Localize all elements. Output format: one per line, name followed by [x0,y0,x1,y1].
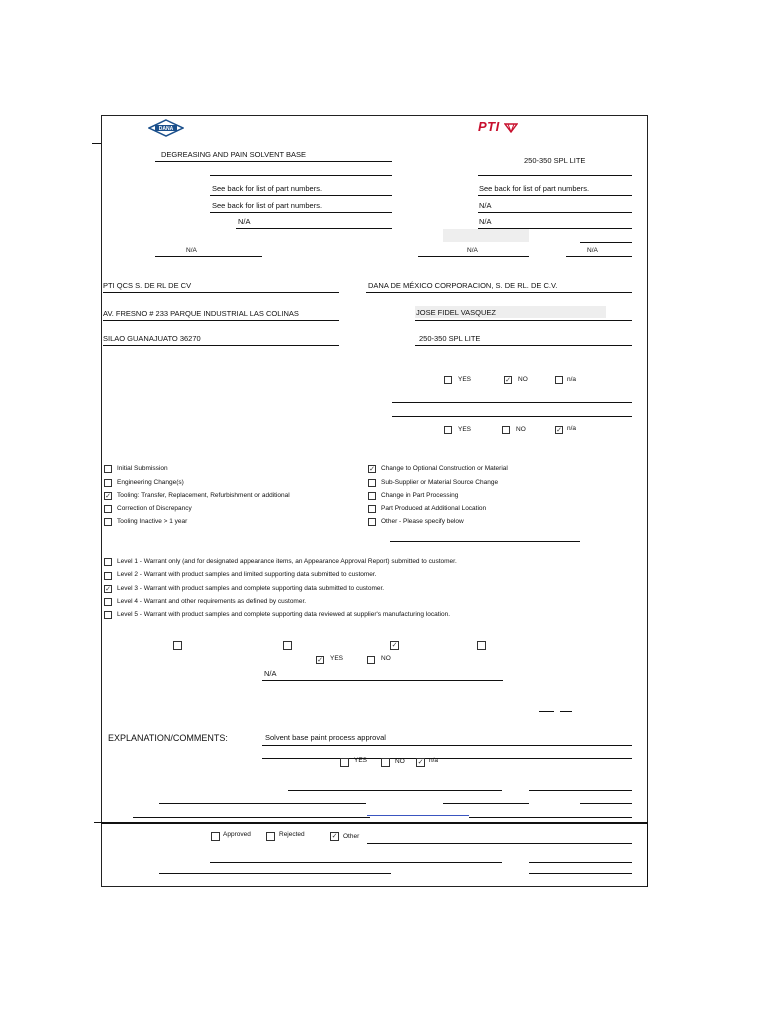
dana-logo [148,119,184,137]
reason-location-checkbox[interactable] [368,505,376,513]
result-check-4[interactable] [477,641,486,650]
level-1-checkbox[interactable] [104,558,112,566]
level-4-checkbox[interactable] [104,598,112,606]
customer-application: 250-350 SPL LITE [419,334,481,343]
sig-line-4[interactable] [443,803,529,804]
psw-form [101,115,648,887]
q-line-2[interactable] [392,416,632,417]
q2-yes-label: YES [458,426,472,433]
q2-no-label: NO [516,426,526,433]
level-2-label: Level 2 - Warrant with product samples and limited supporting data submitted to customer. [117,571,377,578]
other-checkbox[interactable]: ✓ [331,833,338,840]
part-name-line[interactable] [155,161,392,162]
other-line[interactable] [367,843,632,844]
q1-yes-checkbox[interactable] [444,376,452,384]
na-value-1: N/A [479,201,492,210]
na-line-1[interactable] [478,212,632,213]
customer-part-line[interactable] [478,175,632,176]
dash-1 [539,711,554,712]
supplier-address-line[interactable] [103,320,339,321]
explanation-label: EXPLANATION/COMMENTS: [108,733,228,743]
customer-buyer: JOSE FIDEL VASQUEZ [416,308,497,317]
result-check-2[interactable] [283,641,292,650]
na-line-2[interactable] [236,228,392,229]
sig-line-3[interactable] [159,803,366,804]
result-yes-checkbox[interactable]: ✓ [317,657,323,664]
q1-na-checkbox[interactable] [555,376,563,384]
na-small-2: N/A [467,247,478,254]
q-line-1[interactable] [392,402,632,403]
approved-checkbox[interactable] [211,832,220,841]
result-no-label: NO [381,655,391,662]
results-na-value: N/A [264,669,277,678]
customer-name-line[interactable] [366,292,632,293]
reason-processing-label: Change in Part Processing [381,492,459,499]
explanation-line-2[interactable] [262,758,632,759]
see-back-1: See back for list of part numbers. [212,184,323,193]
level-5-checkbox[interactable] [104,611,112,619]
q2-na-label: n/a [567,425,577,432]
blank-line-1[interactable] [210,175,392,176]
q1-no-checkbox[interactable]: ✓ [505,377,511,384]
q1-yes-label: YES [458,376,472,383]
reason-location-label: Part Produced at Additional Location [381,505,487,512]
pti-diamond-icon [504,123,518,133]
buyer-line[interactable] [415,320,632,321]
na-small-1: N/A [186,247,197,254]
result-check-1[interactable] [173,641,182,650]
supplier-name: PTI QCS S. DE RL DE CV [103,281,192,290]
reason-engineering-checkbox[interactable] [104,479,112,487]
rejected-checkbox[interactable] [266,832,275,841]
comment-yes-label: YES [354,757,368,764]
svg-text:DANA: DANA [158,126,174,132]
other-label: Other [343,833,360,840]
disp-line-3[interactable] [159,873,391,874]
see-back-2-line[interactable] [210,212,392,213]
comment-yes-checkbox[interactable] [340,758,349,767]
q1-no-label: NO [518,376,528,383]
level-1-label: Level 1 - Warrant only (and for designated appearance items, an Appearance Approval Report) submitted to customer. [117,558,457,565]
result-check-3[interactable]: ✓ [391,642,398,649]
reason-tooling-checkbox[interactable]: ✓ [105,493,111,500]
na-value-3: N/A [479,217,492,226]
approved-label: Approved [223,831,251,838]
disposition-left-border [94,822,102,823]
supplier-city: SILAO GUANAJUATO 36270 [103,334,201,343]
reason-correction-checkbox[interactable] [104,505,112,513]
shaded-field [443,229,529,242]
q2-no-checkbox[interactable] [502,426,510,434]
customer-name: DANA DE MÉXICO CORPORACION, S. DE RL. DE C.V. [368,281,558,290]
short-line-right[interactable] [580,242,632,243]
level-3-label: Level 3 - Warrant with product samples and complete supporting data submitted to customer. [117,585,385,592]
reason-inactive-label: Tooling Inactive > 1 year [117,518,188,525]
rejected-label: Rejected [279,831,305,838]
reason-correction-label: Correction of Discrepancy [117,505,192,512]
pti-logo-text: PTI [478,119,500,134]
disp-line-2[interactable] [529,862,632,863]
pti-logo [478,119,518,134]
email-link-line[interactable] [367,815,469,816]
comment-no-checkbox[interactable] [381,758,390,767]
na-value-2: N/A [238,217,251,226]
other-specify-line[interactable] [390,541,580,542]
reason-processing-checkbox[interactable] [368,492,376,500]
sig-line-7[interactable] [469,817,632,818]
see-back-1-line[interactable] [210,195,392,196]
reason-engineering-label: Engineering Change(s) [117,479,184,486]
level-3-checkbox[interactable]: ✓ [105,586,111,593]
na-small-line-1[interactable] [155,256,262,257]
part-name-value: DEGREASING AND PAIN SOLVENT BASE [161,150,307,159]
result-yes-label: YES [330,655,344,662]
reason-initial-checkbox[interactable] [104,465,112,473]
see-back-3-line[interactable] [478,195,632,196]
reason-optional-checkbox[interactable]: ✓ [369,466,375,473]
reason-optional-label: Change to Optional Construction or Material [381,465,508,472]
q2-na-checkbox[interactable]: ✓ [556,427,562,434]
reason-tooling-label: Tooling: Transfer, Replacement, Refurbishment or additional [117,492,290,499]
na-small-line-2[interactable] [418,256,529,257]
sig-line-2[interactable] [529,790,632,791]
supplier-city-line[interactable] [103,345,339,346]
application-line[interactable] [415,345,632,346]
supplier-name-line[interactable] [103,292,339,293]
customer-part-value: 250-350 SPL LITE [524,156,586,165]
disp-line-4[interactable] [529,873,632,874]
na-small-3: N/A [587,247,598,254]
result-no-checkbox[interactable] [367,656,375,664]
level-4-label: Level 4 - Warrant and other requirements as defined by customer. [117,598,307,605]
q1-na-label: n/a [567,376,577,383]
level-5-label: Level 5 - Warrant with product samples and complete supporting data reviewed at supplier's manufacturing location. [117,611,451,618]
sig-line-5[interactable] [580,803,632,804]
sig-line-6[interactable] [133,817,370,818]
see-back-2: See back for list of part numbers. [212,201,323,210]
reason-initial-label: Initial Submission [117,465,168,472]
dash-2 [560,711,572,712]
reason-inactive-checkbox[interactable] [104,518,112,526]
supplier-address: AV. FRESNO # 233 PARQUE INDUSTRIAL LAS COLINAS [103,309,299,318]
na-small-line-3[interactable] [566,256,632,257]
reason-other-label: Other - Please specify below [381,518,464,525]
explanation-line[interactable] [262,745,632,746]
sig-line-1[interactable] [288,790,502,791]
comment-na-label: n/a [429,757,439,764]
q2-yes-checkbox[interactable] [444,426,452,434]
comment-na-checkbox[interactable]: ✓ [417,759,424,766]
comment-no-label: NO [395,758,405,765]
level-2-checkbox[interactable] [104,572,112,580]
disposition-box [101,822,648,887]
reason-other-checkbox[interactable] [368,518,376,526]
disp-line-1[interactable] [210,862,502,863]
reason-subsupplier-label: Sub-Supplier or Material Source Change [381,479,499,486]
reason-subsupplier-checkbox[interactable] [368,479,376,487]
see-back-3: See back for list of part numbers. [479,184,590,193]
results-na-line[interactable] [262,680,503,681]
explanation-value: Solvent base paint process approval [265,733,386,742]
